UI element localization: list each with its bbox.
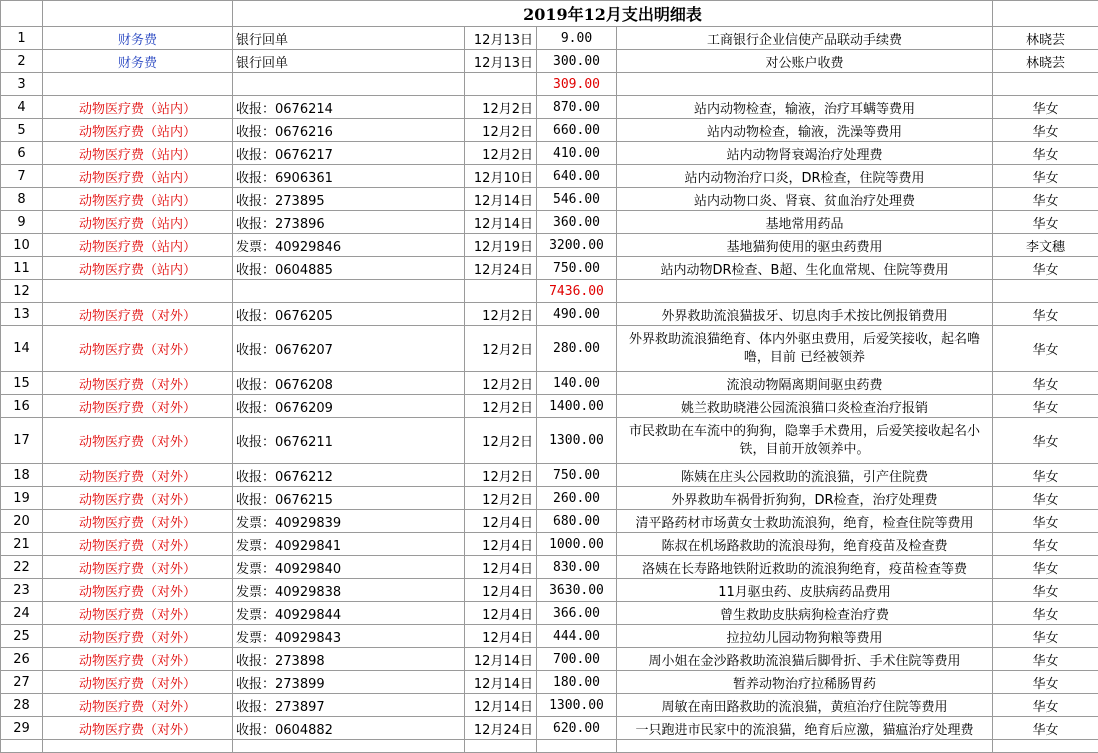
voucher-cell[interactable]: 收报：273898 (233, 648, 465, 671)
row-number[interactable]: 14 (1, 326, 43, 372)
row-number[interactable]: 2 (1, 50, 43, 73)
row-number[interactable]: 28 (1, 694, 43, 717)
cell[interactable] (993, 1, 1098, 27)
handler-cell[interactable]: 华女 (993, 487, 1098, 510)
table-row[interactable] (1, 165, 1098, 188)
voucher-cell[interactable]: 收报：0676217 (233, 142, 465, 165)
description-cell[interactable]: 陈姨在庄头公园救助的流浪猫，引产住院费 (617, 464, 993, 487)
category-cell[interactable]: 动物医疗费（站内） (43, 165, 233, 188)
date-cell[interactable]: 12月2日 (465, 418, 537, 464)
voucher-cell[interactable] (233, 73, 465, 96)
handler-cell[interactable]: 华女 (993, 326, 1098, 372)
description-cell[interactable]: 对公账户收费 (617, 50, 993, 73)
handler-cell[interactable]: 华女 (993, 579, 1098, 602)
voucher-cell[interactable]: 收报：0676212 (233, 464, 465, 487)
row-number[interactable]: 13 (1, 303, 43, 326)
amount-cell[interactable]: 260.00 (537, 487, 617, 510)
table-row[interactable] (1, 211, 1098, 234)
date-cell[interactable]: 12月4日 (465, 579, 537, 602)
cell[interactable] (233, 740, 465, 753)
row-number[interactable]: 12 (1, 280, 43, 303)
table-row[interactable] (1, 671, 1098, 694)
date-cell[interactable]: 12月14日 (465, 694, 537, 717)
table-row[interactable] (1, 303, 1098, 326)
table-row[interactable] (1, 510, 1098, 533)
row-number[interactable]: 21 (1, 533, 43, 556)
handler-cell[interactable]: 华女 (993, 211, 1098, 234)
cell[interactable] (617, 740, 993, 753)
handler-cell[interactable]: 华女 (993, 188, 1098, 211)
description-cell[interactable]: 工商银行企业信使产品联动手续费 (617, 27, 993, 50)
description-cell[interactable]: 清平路药材市场黄女士救助流浪狗，绝育，检查住院等费用 (617, 510, 993, 533)
row-number[interactable]: 3 (1, 73, 43, 96)
row-number[interactable]: 27 (1, 671, 43, 694)
table-row-partial[interactable] (1, 740, 1098, 753)
row-number[interactable]: 18 (1, 464, 43, 487)
amount-cell[interactable]: 870.00 (537, 96, 617, 119)
date-cell[interactable]: 12月13日 (465, 50, 537, 73)
row-number[interactable]: 19 (1, 487, 43, 510)
category-cell[interactable]: 动物医疗费（对外） (43, 372, 233, 395)
category-cell[interactable]: 动物医疗费（站内） (43, 188, 233, 211)
row-number[interactable]: 8 (1, 188, 43, 211)
row-number[interactable]: 6 (1, 142, 43, 165)
table-row[interactable] (1, 27, 1098, 50)
amount-cell[interactable]: 700.00 (537, 648, 617, 671)
handler-cell[interactable]: 华女 (993, 165, 1098, 188)
voucher-cell[interactable]: 收报：273899 (233, 671, 465, 694)
handler-cell[interactable]: 华女 (993, 510, 1098, 533)
table-row[interactable] (1, 625, 1098, 648)
category-cell[interactable]: 动物医疗费（对外） (43, 487, 233, 510)
voucher-cell[interactable]: 发票：40929841 (233, 533, 465, 556)
table-row[interactable] (1, 50, 1098, 73)
amount-cell[interactable]: 750.00 (537, 464, 617, 487)
handler-cell[interactable]: 华女 (993, 533, 1098, 556)
category-cell[interactable]: 动物医疗费（对外） (43, 510, 233, 533)
row-number[interactable]: 5 (1, 119, 43, 142)
voucher-cell[interactable]: 收报：0676216 (233, 119, 465, 142)
handler-cell[interactable]: 华女 (993, 96, 1098, 119)
description-cell[interactable]: 洛姨在长寿路地铁附近救助的流浪狗绝育，疫苗检查等费 (617, 556, 993, 579)
amount-cell[interactable]: 680.00 (537, 510, 617, 533)
date-cell[interactable]: 12月2日 (465, 395, 537, 418)
category-cell[interactable]: 动物医疗费（站内） (43, 257, 233, 280)
cell[interactable] (1, 1, 43, 27)
handler-cell[interactable]: 华女 (993, 303, 1098, 326)
row-number[interactable]: 25 (1, 625, 43, 648)
row-number[interactable]: 7 (1, 165, 43, 188)
voucher-cell[interactable]: 收报：0676207 (233, 326, 465, 372)
handler-cell[interactable] (993, 280, 1098, 303)
category-cell[interactable] (43, 73, 233, 96)
voucher-cell[interactable]: 收报：0676215 (233, 487, 465, 510)
date-cell[interactable]: 12月14日 (465, 671, 537, 694)
description-cell[interactable]: 周小姐在金沙路救助流浪猫后脚骨折、手术住院等费用 (617, 648, 993, 671)
handler-cell[interactable]: 林晓芸 (993, 50, 1098, 73)
handler-cell[interactable]: 李文穗 (993, 234, 1098, 257)
category-cell[interactable]: 动物医疗费（对外） (43, 648, 233, 671)
voucher-cell[interactable]: 收报：0604882 (233, 717, 465, 740)
table-row[interactable] (1, 372, 1098, 395)
row-number[interactable]: 15 (1, 372, 43, 395)
voucher-cell[interactable]: 发票：40929840 (233, 556, 465, 579)
category-cell[interactable]: 动物医疗费（对外） (43, 395, 233, 418)
voucher-cell[interactable]: 发票：40929844 (233, 602, 465, 625)
voucher-cell[interactable]: 银行回单 (233, 27, 465, 50)
handler-cell[interactable]: 华女 (993, 648, 1098, 671)
handler-cell[interactable] (993, 73, 1098, 96)
amount-cell[interactable]: 410.00 (537, 142, 617, 165)
amount-cell[interactable]: 3630.00 (537, 579, 617, 602)
row-number[interactable]: 9 (1, 211, 43, 234)
handler-cell[interactable]: 华女 (993, 602, 1098, 625)
voucher-cell[interactable]: 收报：273895 (233, 188, 465, 211)
description-cell[interactable]: 站内动物DR检查、B超、生化血常规、住院等费用 (617, 257, 993, 280)
voucher-cell[interactable]: 收报：0676211 (233, 418, 465, 464)
category-cell[interactable]: 动物医疗费（对外） (43, 625, 233, 648)
date-cell[interactable]: 12月4日 (465, 602, 537, 625)
handler-cell[interactable]: 华女 (993, 694, 1098, 717)
description-cell[interactable]: 姚兰救助晓港公园流浪猫口炎检查治疗报销 (617, 395, 993, 418)
category-cell[interactable]: 动物医疗费（对外） (43, 671, 233, 694)
description-cell[interactable]: 站内动物检查，输液，洗澡等费用 (617, 119, 993, 142)
description-cell[interactable]: 11月驱虫药、皮肤病药品费用 (617, 579, 993, 602)
description-cell[interactable]: 曾生救助皮肤病狗检查治疗费 (617, 602, 993, 625)
row-number[interactable]: 4 (1, 96, 43, 119)
description-cell[interactable]: 外界救助流浪猫绝育、体内外驱虫费用，后爱笑接收，起名噜噜，目前 已经被领养 (617, 326, 993, 372)
category-cell[interactable]: 财务费 (43, 27, 233, 50)
table-row[interactable] (1, 280, 1098, 303)
description-cell[interactable]: 陈叔在机场路救助的流浪母狗，绝育疫苗及检查费 (617, 533, 993, 556)
category-cell[interactable]: 动物医疗费（站内） (43, 234, 233, 257)
date-cell[interactable]: 12月14日 (465, 188, 537, 211)
handler-cell[interactable]: 华女 (993, 395, 1098, 418)
table-row[interactable] (1, 188, 1098, 211)
table-row[interactable] (1, 487, 1098, 510)
handler-cell[interactable]: 华女 (993, 671, 1098, 694)
category-cell[interactable]: 动物医疗费（对外） (43, 303, 233, 326)
table-row[interactable] (1, 96, 1098, 119)
category-cell[interactable]: 动物医疗费（对外） (43, 717, 233, 740)
category-cell[interactable]: 动物医疗费（对外） (43, 533, 233, 556)
amount-cell[interactable]: 300.00 (537, 50, 617, 73)
amount-cell[interactable]: 444.00 (537, 625, 617, 648)
handler-cell[interactable]: 华女 (993, 372, 1098, 395)
category-cell[interactable]: 动物医疗费（对外） (43, 326, 233, 372)
amount-cell[interactable]: 360.00 (537, 211, 617, 234)
voucher-cell[interactable]: 收报：0676208 (233, 372, 465, 395)
voucher-cell[interactable]: 收报：273896 (233, 211, 465, 234)
date-cell[interactable]: 12月2日 (465, 487, 537, 510)
date-cell[interactable]: 12月2日 (465, 142, 537, 165)
cell[interactable] (43, 1, 233, 27)
handler-cell[interactable]: 华女 (993, 625, 1098, 648)
category-cell[interactable]: 动物医疗费（对外） (43, 602, 233, 625)
description-cell[interactable]: 站内动物检查，输液，治疗耳螨等费用 (617, 96, 993, 119)
date-cell[interactable]: 12月4日 (465, 556, 537, 579)
amount-cell[interactable]: 620.00 (537, 717, 617, 740)
description-cell[interactable]: 市民救助在车流中的狗狗，隐睾手术费用，后爱笑接收起名小铁，目前开放领养中。 (617, 418, 993, 464)
handler-cell[interactable]: 华女 (993, 418, 1098, 464)
description-cell[interactable]: 站内动物口炎、肾衰、贫血治疗处理费 (617, 188, 993, 211)
description-cell[interactable]: 周敏在南田路救助的流浪猫，黄疸治疗住院等费用 (617, 694, 993, 717)
table-row[interactable] (1, 533, 1098, 556)
amount-cell[interactable]: 1300.00 (537, 694, 617, 717)
amount-cell[interactable]: 3200.00 (537, 234, 617, 257)
amount-cell[interactable]: 750.00 (537, 257, 617, 280)
category-cell[interactable]: 动物医疗费（对外） (43, 579, 233, 602)
table-row[interactable] (1, 73, 1098, 96)
row-number[interactable]: 26 (1, 648, 43, 671)
amount-cell[interactable]: 180.00 (537, 671, 617, 694)
date-cell[interactable] (465, 73, 537, 96)
description-cell[interactable] (617, 73, 993, 96)
table-row[interactable] (1, 418, 1098, 464)
description-cell[interactable]: 站内动物肾衰竭治疗处理费 (617, 142, 993, 165)
description-cell[interactable]: 外界救助流浪猫拔牙、切息肉手术按比例报销费用 (617, 303, 993, 326)
handler-cell[interactable]: 华女 (993, 142, 1098, 165)
category-cell[interactable]: 动物医疗费（对外） (43, 694, 233, 717)
description-cell[interactable]: 外界救助车祸骨折狗狗，DR检查，治疗处理费 (617, 487, 993, 510)
category-cell[interactable]: 动物医疗费（对外） (43, 418, 233, 464)
cell[interactable] (465, 740, 537, 753)
category-cell[interactable]: 动物医疗费（站内） (43, 142, 233, 165)
date-cell[interactable]: 12月24日 (465, 257, 537, 280)
row-number[interactable]: 23 (1, 579, 43, 602)
table-row[interactable] (1, 648, 1098, 671)
date-cell[interactable]: 12月19日 (465, 234, 537, 257)
date-cell[interactable]: 12月2日 (465, 303, 537, 326)
subtotal-cell[interactable]: 7436.00 (537, 280, 617, 303)
description-cell[interactable]: 基地常用药品 (617, 211, 993, 234)
handler-cell[interactable]: 华女 (993, 119, 1098, 142)
date-cell[interactable]: 12月24日 (465, 717, 537, 740)
date-cell[interactable]: 12月4日 (465, 533, 537, 556)
amount-cell[interactable]: 640.00 (537, 165, 617, 188)
cell[interactable] (43, 740, 233, 753)
amount-cell[interactable]: 9.00 (537, 27, 617, 50)
subtotal-cell[interactable]: 309.00 (537, 73, 617, 96)
table-row[interactable] (1, 395, 1098, 418)
voucher-cell[interactable]: 银行回单 (233, 50, 465, 73)
table-row[interactable] (1, 234, 1098, 257)
voucher-cell[interactable]: 收报：0604885 (233, 257, 465, 280)
handler-cell[interactable]: 林晓芸 (993, 27, 1098, 50)
amount-cell[interactable]: 1400.00 (537, 395, 617, 418)
voucher-cell[interactable]: 收报：0676205 (233, 303, 465, 326)
handler-cell[interactable]: 华女 (993, 257, 1098, 280)
voucher-cell[interactable]: 收报：273897 (233, 694, 465, 717)
table-row[interactable] (1, 326, 1098, 372)
title-row (1, 1, 1098, 27)
cell[interactable] (1, 740, 43, 753)
handler-cell[interactable]: 华女 (993, 556, 1098, 579)
description-cell[interactable] (617, 280, 993, 303)
row-number[interactable]: 17 (1, 418, 43, 464)
date-cell[interactable]: 12月14日 (465, 211, 537, 234)
category-cell[interactable]: 动物医疗费（对外） (43, 464, 233, 487)
table-row[interactable] (1, 579, 1098, 602)
cell[interactable] (537, 740, 617, 753)
table-row[interactable] (1, 694, 1098, 717)
row-number[interactable]: 10 (1, 234, 43, 257)
row-number[interactable]: 20 (1, 510, 43, 533)
description-cell[interactable]: 一只跑进市民家中的流浪猫，绝育后应激，猫瘟治疗处理费 (617, 717, 993, 740)
amount-cell[interactable]: 660.00 (537, 119, 617, 142)
amount-cell[interactable]: 546.00 (537, 188, 617, 211)
date-cell[interactable]: 12月2日 (465, 464, 537, 487)
voucher-cell[interactable] (233, 280, 465, 303)
amount-cell[interactable]: 1000.00 (537, 533, 617, 556)
description-cell[interactable]: 站内动物治疗口炎，DR检查，住院等费用 (617, 165, 993, 188)
table-row[interactable] (1, 717, 1098, 740)
category-cell[interactable]: 动物医疗费（站内） (43, 119, 233, 142)
amount-cell[interactable]: 140.00 (537, 372, 617, 395)
category-cell[interactable]: 动物医疗费（站内） (43, 96, 233, 119)
voucher-cell[interactable]: 收报：0676209 (233, 395, 465, 418)
cell[interactable] (993, 740, 1098, 753)
date-cell[interactable]: 12月10日 (465, 165, 537, 188)
row-number[interactable]: 22 (1, 556, 43, 579)
amount-cell[interactable]: 366.00 (537, 602, 617, 625)
table-row[interactable] (1, 602, 1098, 625)
table-row[interactable] (1, 119, 1098, 142)
category-cell[interactable]: 动物医疗费（站内） (43, 211, 233, 234)
sheet-title[interactable]: 2019年12月支出明细表 (233, 1, 993, 27)
date-cell[interactable]: 12月2日 (465, 96, 537, 119)
date-cell[interactable]: 12月2日 (465, 326, 537, 372)
handler-cell[interactable]: 华女 (993, 717, 1098, 740)
date-cell[interactable]: 12月14日 (465, 648, 537, 671)
category-cell[interactable] (43, 280, 233, 303)
row-number[interactable]: 1 (1, 27, 43, 50)
category-cell[interactable]: 动物医疗费（对外） (43, 556, 233, 579)
description-cell[interactable]: 拉拉幼儿园动物狗粮等费用 (617, 625, 993, 648)
date-cell[interactable]: 12月13日 (465, 27, 537, 50)
row-number[interactable]: 16 (1, 395, 43, 418)
row-number[interactable]: 29 (1, 717, 43, 740)
date-cell[interactable]: 12月2日 (465, 372, 537, 395)
date-cell[interactable]: 12月4日 (465, 625, 537, 648)
table-row[interactable] (1, 257, 1098, 280)
date-cell[interactable] (465, 280, 537, 303)
description-cell[interactable]: 流浪动物隔离期间驱虫药费 (617, 372, 993, 395)
voucher-cell[interactable]: 收报：0676214 (233, 96, 465, 119)
amount-cell[interactable]: 280.00 (537, 326, 617, 372)
table-row[interactable] (1, 464, 1098, 487)
amount-cell[interactable]: 490.00 (537, 303, 617, 326)
voucher-cell[interactable]: 发票：40929838 (233, 579, 465, 602)
row-number[interactable]: 24 (1, 602, 43, 625)
row-number[interactable]: 11 (1, 257, 43, 280)
voucher-cell[interactable]: 收报：6906361 (233, 165, 465, 188)
voucher-cell[interactable]: 发票：40929843 (233, 625, 465, 648)
table-row[interactable] (1, 556, 1098, 579)
handler-cell[interactable]: 华女 (993, 464, 1098, 487)
date-cell[interactable]: 12月4日 (465, 510, 537, 533)
voucher-cell[interactable]: 发票：40929839 (233, 510, 465, 533)
category-cell[interactable]: 财务费 (43, 50, 233, 73)
table-row[interactable] (1, 142, 1098, 165)
amount-cell[interactable]: 830.00 (537, 556, 617, 579)
description-cell[interactable]: 暂养动物治疗拉稀肠胃药 (617, 671, 993, 694)
date-cell[interactable]: 12月2日 (465, 119, 537, 142)
description-cell[interactable]: 基地猫狗使用的驱虫药费用 (617, 234, 993, 257)
amount-cell[interactable]: 1300.00 (537, 418, 617, 464)
voucher-cell[interactable]: 发票：40929846 (233, 234, 465, 257)
